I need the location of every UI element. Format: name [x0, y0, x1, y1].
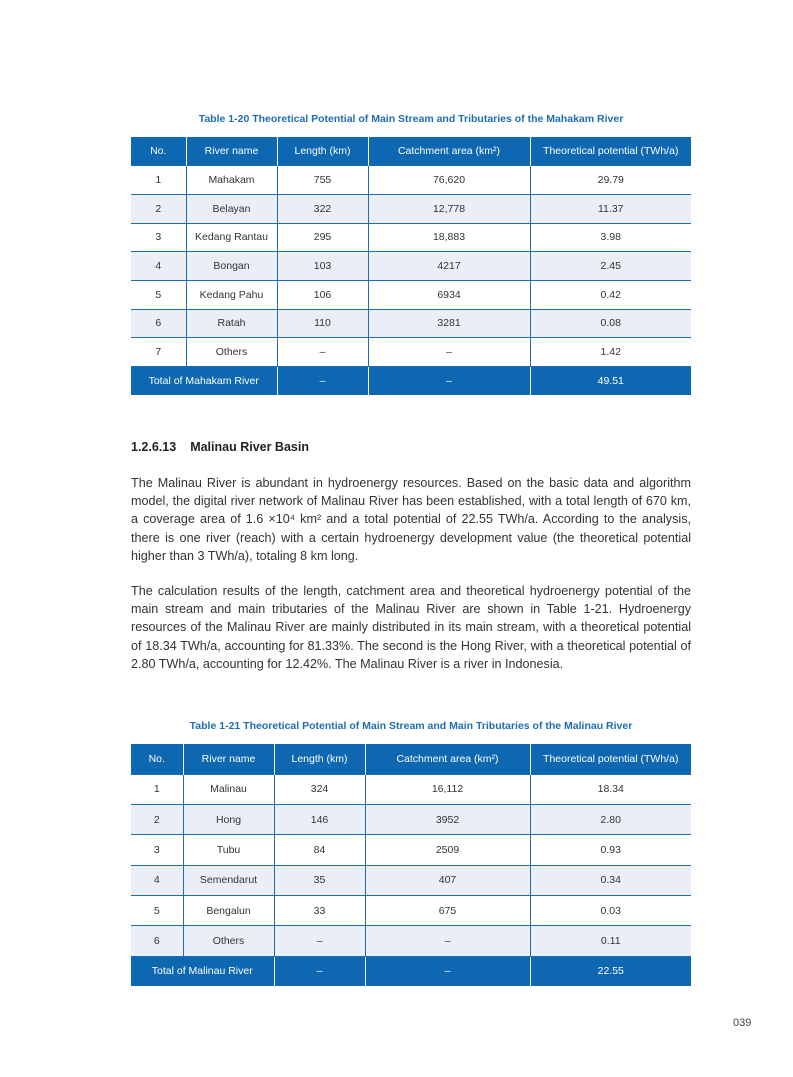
column-header: River name: [183, 744, 274, 774]
column-header: No.: [131, 137, 186, 166]
table-cell: 4217: [368, 252, 530, 281]
table-cell: 33: [274, 895, 365, 925]
total-row: [131, 367, 691, 396]
table-row: [131, 805, 691, 835]
table-cell: 3: [131, 223, 186, 252]
table-cell: 18.34: [530, 774, 691, 804]
table-cell: 11.37: [530, 194, 691, 223]
table-cell: Malinau: [183, 774, 274, 804]
column-header: Length (km): [274, 744, 365, 774]
column-header: Catchment area (km²): [365, 744, 530, 774]
table-cell: 110: [277, 309, 368, 338]
table-cell: 2.80: [530, 805, 691, 835]
table-cell: 0.11: [530, 926, 691, 956]
table-cell: 1: [131, 774, 183, 804]
table-cell: 3281: [368, 309, 530, 338]
table-cell: 0.34: [530, 865, 691, 895]
table-cell: Others: [183, 926, 274, 956]
table-cell: Belayan: [186, 194, 277, 223]
table-cell: Total of Mahakam River: [131, 367, 277, 396]
table-cell: 18,883: [368, 223, 530, 252]
table-cell: –: [274, 926, 365, 956]
table-cell: 0.93: [530, 835, 691, 865]
column-header: Catchment area (km²): [368, 137, 530, 166]
table-cell: 3: [131, 835, 183, 865]
table-cell: 84: [274, 835, 365, 865]
table-cell: 49.51: [530, 367, 691, 396]
table-cell: 106: [277, 280, 368, 309]
table-cell: 12,778: [368, 194, 530, 223]
mahakam-table: [131, 137, 691, 395]
table-cell: –: [277, 367, 368, 396]
table-cell: 0.42: [530, 280, 691, 309]
table-cell: 322: [277, 194, 368, 223]
table-cell: Hong: [183, 805, 274, 835]
column-header: Theoretical potential (TWh/a): [530, 744, 691, 774]
table-cell: 22.55: [530, 956, 691, 986]
table-cell: 1.42: [530, 338, 691, 367]
table-cell: 675: [365, 895, 530, 925]
table-cell: –: [365, 926, 530, 956]
table-cell: 295: [277, 223, 368, 252]
table-cell: 16,112: [365, 774, 530, 804]
column-header: Theoretical potential (TWh/a): [530, 137, 691, 166]
column-header: Length (km): [277, 137, 368, 166]
table-cell: 755: [277, 166, 368, 195]
column-header: River name: [186, 137, 277, 166]
table-cell: 2: [131, 194, 186, 223]
section-title: Malinau River Basin: [190, 440, 309, 454]
table-cell: Tubu: [183, 835, 274, 865]
table-cell: 4: [131, 865, 183, 895]
total-row: [131, 956, 691, 986]
table-cell: 146: [274, 805, 365, 835]
table-cell: 7: [131, 338, 186, 367]
table-row: [131, 338, 691, 367]
table-cell: –: [368, 367, 530, 396]
table-row: [131, 309, 691, 338]
table-row: [131, 194, 691, 223]
table-cell: 2: [131, 805, 183, 835]
table-cell: Semendarut: [183, 865, 274, 895]
section-heading: [131, 440, 323, 454]
table-cell: Others: [186, 338, 277, 367]
table-caption: Table 1-21 Theoretical Potential of Main Stream and Main Tributaries of the Malinau River: [189, 720, 633, 732]
table-cell: Ratah: [186, 309, 277, 338]
column-header: No.: [131, 744, 183, 774]
table-cell: 6: [131, 309, 186, 338]
table-cell: 407: [365, 865, 530, 895]
table-row: [131, 774, 691, 804]
table-row: [131, 895, 691, 925]
page-number: 039: [733, 1017, 752, 1029]
malinau-table: [131, 744, 691, 986]
table-cell: 5: [131, 895, 183, 925]
table-cell: 103: [277, 252, 368, 281]
table-cell: 1: [131, 166, 186, 195]
table-caption: Table 1-20 Theoretical Potential of Main Stream and Tributaries of the Mahakam River: [198, 113, 624, 125]
table-cell: 5: [131, 280, 186, 309]
table-cell: 3952: [365, 805, 530, 835]
table-cell: 76,620: [368, 166, 530, 195]
paragraph: The calculation results of the length, catchment area and theoretical hydroenergy potential of the main stream and main tributaries of the Malinau River are shown in Table 1-21. Hydroenergy resources of the Malinau River are mainly distributed in its main stream, with a theoretical potential of 18.34 TWh/a, accounting for 81.33%. The second is the Hong River, with a theoretical potential of 2.80 TWh/a, accounting for 12.42%. The Malinau River is a river in Indonesia.: [131, 584, 691, 671]
table-cell: Kedang Rantau: [186, 223, 277, 252]
table-cell: 0.03: [530, 895, 691, 925]
table-cell: 6: [131, 926, 183, 956]
table-cell: 0.08: [530, 309, 691, 338]
table-cell: 6934: [368, 280, 530, 309]
table-row: [131, 926, 691, 956]
table-cell: 35: [274, 865, 365, 895]
table-row: [131, 252, 691, 281]
table-cell: 324: [274, 774, 365, 804]
paragraph: The Malinau River is abundant in hydroenergy resources. Based on the basic data and algorithm model, the digital river network of Malinau River has been established, with a total length of 670 km, a coverage area of 1.6 ×10⁴ km² and a total potential of 22.55 TWh/a. According to the analysis, there is one river (reach) with a certain hydroenergy development value (the theoretical potential higher than 3 TWh/a), totaling 8 km long.: [131, 476, 691, 563]
table-row: [131, 865, 691, 895]
table-row: [131, 280, 691, 309]
table-cell: 2509: [365, 835, 530, 865]
table-cell: –: [274, 956, 365, 986]
table-cell: 4: [131, 252, 186, 281]
table-cell: Total of Malinau River: [131, 956, 274, 986]
table-cell: Bongan: [186, 252, 277, 281]
table-cell: –: [368, 338, 530, 367]
table-cell: 2.45: [530, 252, 691, 281]
section-number: 1.2.6.13: [131, 440, 177, 454]
table-cell: –: [365, 956, 530, 986]
table-row: [131, 835, 691, 865]
table-cell: Mahakam: [186, 166, 277, 195]
table-row: [131, 223, 691, 252]
table-cell: 29.79: [530, 166, 691, 195]
table-cell: –: [277, 338, 368, 367]
table-cell: Kedang Pahu: [186, 280, 277, 309]
table-cell: Bengalun: [183, 895, 274, 925]
table-cell: 3.98: [530, 223, 691, 252]
table-row: [131, 166, 691, 195]
